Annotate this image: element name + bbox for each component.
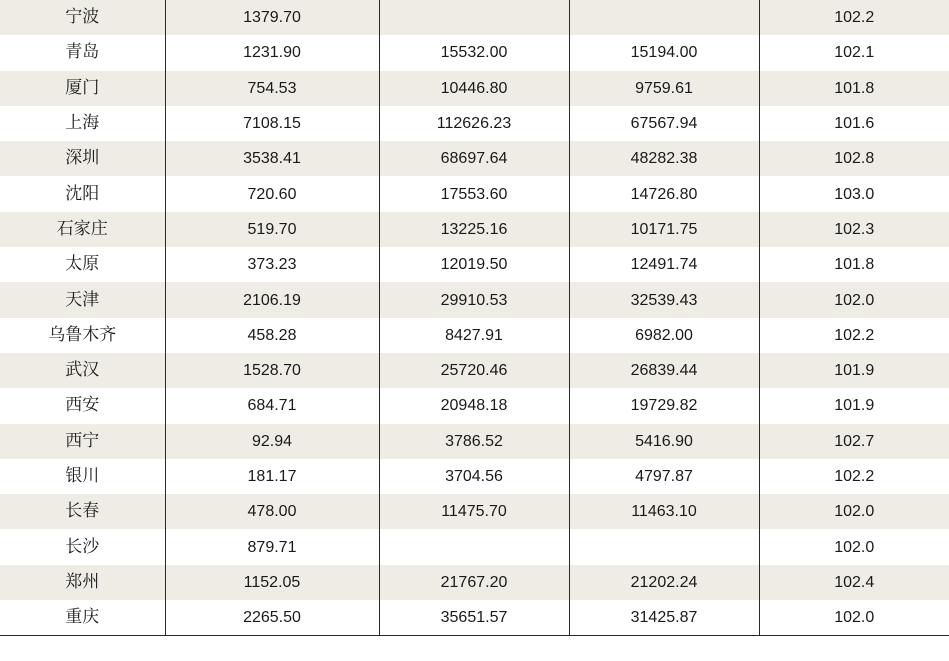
value-cell-1: 754.53 — [165, 71, 379, 106]
value-cell-2: 35651.57 — [379, 600, 569, 636]
index-cell: 102.3 — [759, 212, 949, 247]
value-cell-3: 6982.00 — [569, 318, 759, 353]
table-row — [0, 494, 949, 529]
table-row — [0, 212, 949, 247]
value-cell-2: 17553.60 — [379, 176, 569, 211]
index-cell: 102.1 — [759, 35, 949, 70]
city-cell: 银川 — [0, 459, 165, 494]
value-cell-2: 21767.20 — [379, 565, 569, 600]
city-cell: 西宁 — [0, 424, 165, 459]
value-cell-1: 720.60 — [165, 176, 379, 211]
table-row — [0, 176, 949, 211]
value-cell-3: 21202.24 — [569, 565, 759, 600]
value-cell-1: 879.71 — [165, 529, 379, 564]
value-cell-1: 3538.41 — [165, 141, 379, 176]
value-cell-1: 684.71 — [165, 388, 379, 423]
table-row — [0, 318, 949, 353]
value-cell-1: 181.17 — [165, 459, 379, 494]
table-row — [0, 0, 949, 35]
table-row — [0, 141, 949, 176]
value-cell-2: 3786.52 — [379, 424, 569, 459]
value-cell-2 — [379, 529, 569, 564]
city-cell: 长春 — [0, 494, 165, 529]
index-cell: 102.2 — [759, 0, 949, 35]
value-cell-1: 7108.15 — [165, 106, 379, 141]
index-cell: 102.0 — [759, 494, 949, 529]
value-cell-2: 15532.00 — [379, 35, 569, 70]
value-cell-3: 19729.82 — [569, 388, 759, 423]
index-cell: 101.9 — [759, 353, 949, 388]
city-cell: 深圳 — [0, 141, 165, 176]
value-cell-2: 29910.53 — [379, 282, 569, 317]
city-cell: 乌鲁木齐 — [0, 318, 165, 353]
table-row — [0, 247, 949, 282]
value-cell-1: 519.70 — [165, 212, 379, 247]
index-cell: 102.0 — [759, 282, 949, 317]
value-cell-2: 10446.80 — [379, 71, 569, 106]
value-cell-3: 4797.87 — [569, 459, 759, 494]
index-cell: 102.8 — [759, 141, 949, 176]
index-cell: 102.7 — [759, 424, 949, 459]
table-row — [0, 353, 949, 388]
table-row — [0, 71, 949, 106]
value-cell-3 — [569, 529, 759, 564]
value-cell-2: 25720.46 — [379, 353, 569, 388]
value-cell-3: 5416.90 — [569, 424, 759, 459]
value-cell-3: 11463.10 — [569, 494, 759, 529]
value-cell-3: 32539.43 — [569, 282, 759, 317]
value-cell-1: 1379.70 — [165, 0, 379, 35]
value-cell-1: 1528.70 — [165, 353, 379, 388]
index-cell: 102.2 — [759, 459, 949, 494]
value-cell-3: 31425.87 — [569, 600, 759, 636]
city-cell: 沈阳 — [0, 176, 165, 211]
value-cell-1: 92.94 — [165, 424, 379, 459]
value-cell-1: 478.00 — [165, 494, 379, 529]
value-cell-1: 2106.19 — [165, 282, 379, 317]
index-cell: 102.2 — [759, 318, 949, 353]
city-cell: 西安 — [0, 388, 165, 423]
index-cell: 103.0 — [759, 176, 949, 211]
city-cell: 天津 — [0, 282, 165, 317]
city-cell: 青岛 — [0, 35, 165, 70]
index-cell: 102.0 — [759, 529, 949, 564]
value-cell-3: 14726.80 — [569, 176, 759, 211]
index-cell: 102.0 — [759, 600, 949, 636]
value-cell-2: 68697.64 — [379, 141, 569, 176]
value-cell-3: 10171.75 — [569, 212, 759, 247]
value-cell-2: 3704.56 — [379, 459, 569, 494]
city-cell: 厦门 — [0, 71, 165, 106]
value-cell-3: 9759.61 — [569, 71, 759, 106]
value-cell-2: 20948.18 — [379, 388, 569, 423]
table-row — [0, 282, 949, 317]
value-cell-1: 2265.50 — [165, 600, 379, 636]
index-cell: 101.8 — [759, 247, 949, 282]
value-cell-1: 1152.05 — [165, 565, 379, 600]
value-cell-1: 1231.90 — [165, 35, 379, 70]
value-cell-1: 458.28 — [165, 318, 379, 353]
city-cell: 太原 — [0, 247, 165, 282]
table-row — [0, 388, 949, 423]
table-row — [0, 565, 949, 600]
index-cell: 101.8 — [759, 71, 949, 106]
city-cell: 石家庄 — [0, 212, 165, 247]
value-cell-2: 13225.16 — [379, 212, 569, 247]
city-cell: 长沙 — [0, 529, 165, 564]
value-cell-2: 11475.70 — [379, 494, 569, 529]
table-row — [0, 106, 949, 141]
city-cell: 重庆 — [0, 600, 165, 636]
value-cell-3: 48282.38 — [569, 141, 759, 176]
value-cell-3: 26839.44 — [569, 353, 759, 388]
city-cell: 宁波 — [0, 0, 165, 35]
table-row — [0, 424, 949, 459]
city-cell: 上海 — [0, 106, 165, 141]
city-cell: 武汉 — [0, 353, 165, 388]
value-cell-2: 8427.91 — [379, 318, 569, 353]
value-cell-3: 67567.94 — [569, 106, 759, 141]
table-row — [0, 529, 949, 564]
city-cell: 郑州 — [0, 565, 165, 600]
table-row — [0, 35, 949, 70]
index-cell: 102.4 — [759, 565, 949, 600]
table-row — [0, 459, 949, 494]
value-cell-3: 15194.00 — [569, 35, 759, 70]
value-cell-2: 112626.23 — [379, 106, 569, 141]
value-cell-3: 12491.74 — [569, 247, 759, 282]
table-row — [0, 600, 949, 636]
value-cell-3 — [569, 0, 759, 35]
index-cell: 101.9 — [759, 388, 949, 423]
value-cell-2 — [379, 0, 569, 35]
value-cell-2: 12019.50 — [379, 247, 569, 282]
value-cell-1: 373.23 — [165, 247, 379, 282]
index-cell: 101.6 — [759, 106, 949, 141]
